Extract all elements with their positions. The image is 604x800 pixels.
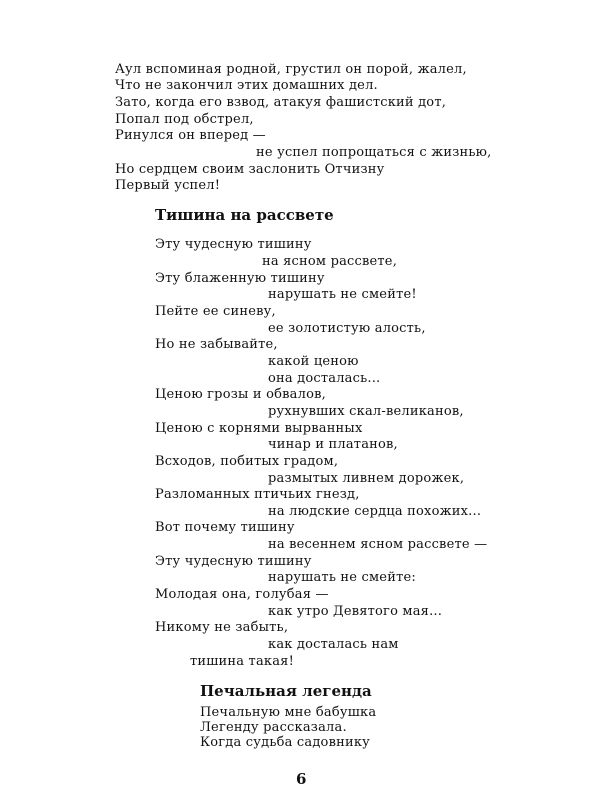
poem-title: Печальная легенда	[200, 682, 372, 700]
page-number: 6	[296, 770, 307, 788]
poem-line: она досталась...	[268, 371, 381, 386]
poem-line: Но не забывайте,	[155, 337, 278, 352]
poem-line: Зато, когда его взвод, атакуя фашистский дот,	[115, 95, 447, 110]
poem-line: Что не закончил этих домашних дел.	[115, 78, 378, 93]
poem-line: какой ценою	[268, 354, 359, 369]
poem-line: на весеннем ясном рассвете —	[268, 537, 488, 552]
poem-line: Когда судьба садовнику	[200, 735, 370, 750]
poem-line: Первый успел!	[115, 178, 221, 193]
poem-line: Ценою с корнями вырванных	[155, 421, 363, 436]
poem-line: не успел попрощаться с жизнью,	[256, 145, 492, 160]
poem-line: Легенду рассказала.	[200, 720, 347, 735]
poem-line: Ринулся он вперед —	[115, 128, 266, 143]
poem-line: Разломанных птичьих гнезд,	[155, 487, 360, 502]
poem-line: размытых ливнем дорожек,	[268, 471, 465, 486]
poem-line: Но сердцем своим заслонить Отчизну	[115, 162, 385, 177]
poem-line: нарушать не смейте:	[268, 570, 416, 585]
poem-line: Молодая она, голубая —	[155, 587, 329, 602]
poem-line: как досталась нам	[268, 637, 399, 652]
poem-line: Аул вспоминая родной, грустил он порой, жалел,	[115, 62, 467, 77]
poem-line: Эту блаженную тишину	[155, 271, 325, 286]
poem-line: Ценою грозы и обвалов,	[155, 387, 326, 402]
poem-line: Эту чудесную тишину	[155, 554, 312, 569]
poem-line: рухнувших скал-великанов,	[268, 404, 464, 419]
poem-line: Вот почему тишину	[155, 520, 295, 535]
poem-line: нарушать не смейте!	[268, 287, 417, 302]
poem-line: на ясном рассвете,	[262, 254, 398, 269]
poem-line: Никому не забыть,	[155, 620, 289, 635]
poem-line: на людские сердца похожих...	[268, 504, 482, 519]
poem-line: Всходов, побитых градом,	[155, 454, 339, 469]
poem-line: Пейте ее синеву,	[155, 304, 276, 319]
poem-line: Печальную мне бабушка	[200, 705, 377, 720]
poem-line: чинар и платанов,	[268, 437, 398, 452]
poem-line: Попал под обстрел,	[115, 112, 254, 127]
poem-title: Тишина на рассвете	[155, 206, 334, 224]
poem-line: как утро Девятого мая...	[268, 604, 443, 619]
poem-line: тишина такая!	[190, 654, 294, 669]
poem-line: ее золотистую алость,	[268, 321, 426, 336]
poem-line: Эту чудесную тишину	[155, 237, 312, 252]
